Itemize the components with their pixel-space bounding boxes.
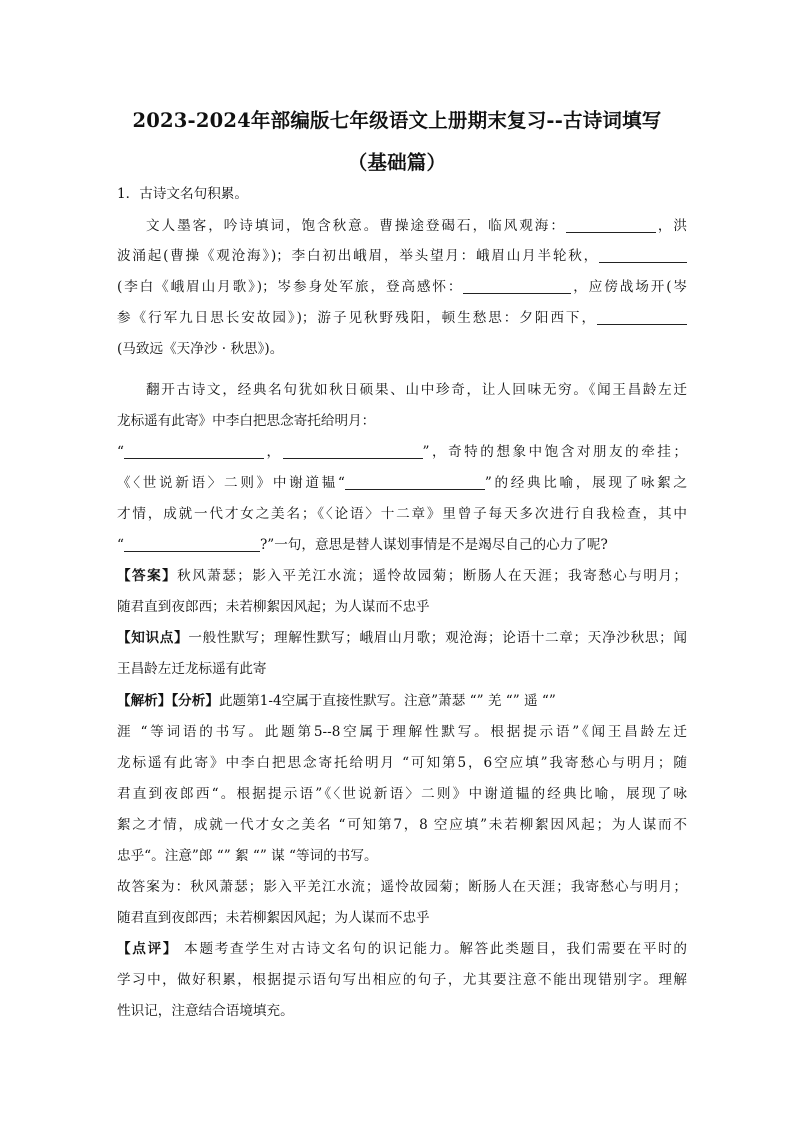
fill-blank-4 [597, 307, 687, 325]
question-line: “ ， ”，奇特的想象中饱含对朋友的牵挂； [117, 437, 687, 467]
question-line: 龙标遥有此寄》中李白把思念寄托给明月： [117, 413, 376, 429]
question-line: 才情，成就一代才女之美名；《〈论语〉十二章》里曾子每天多次进行自我检查，其中 [117, 506, 687, 522]
final-answer-line: 故答案为：秋风萧瑟；影入平羌江水流；遥怜故园菊；断肠人在天涯；我寄愁心与明月； [117, 879, 687, 895]
analysis-line: 忠乎“。注意”郎 “” 絮 “” 谋 “等词的书写。 [117, 848, 378, 864]
fill-blank-1 [566, 215, 656, 233]
answer-line: 随君直到夜郎西；未若柳絮因风起；为人谋而不忠乎 [117, 599, 430, 615]
question-line: (马致远《天净沙 · 秋思》)。 [117, 341, 284, 357]
analysis-line: 龙标遥有此寄》中李白把思念寄托给明月 “可知第5，6空应填”我寄愁心与明月；随 [117, 755, 687, 771]
question-line: 文人墨客，吟诗填词，饱含秋意。曹操途登碣石，临风观海： ，洪 [146, 211, 687, 241]
analysis-line: 絮之才情，成就一代才女之美名 “可知第7，8 空应填”未若柳絮因风起；为人谋而不 [117, 817, 687, 833]
question-line: 波涌起(曹操《观沧海》)；李白初出峨眉，举头望月：峨眉山月半轮秋， [117, 241, 687, 271]
comment-line: 【点评】 本题考查学生对古诗文名句的识记能力。解答此类题目，我们需要在平时的 [117, 941, 687, 957]
question-line: (李白《峨眉山月歌》)；岑参身处军旅，登高感怀： ，应傍战场开(岑 [117, 272, 687, 302]
page-subtitle: （基础篇） [347, 151, 447, 174]
answer-line: 【答案】秋风萧瑟；影入平羌江水流；遥怜故园菊；断肠人在天涯；我寄愁心与明月； [117, 568, 688, 584]
answer-label: 【答案】 [117, 568, 178, 584]
analysis-line: 【解析】【分析】此题第1-4空属于直接性默写。注意”萧瑟 “” 羌 “” 遥 “” [117, 693, 556, 709]
comment-label: 【点评】 [117, 941, 179, 957]
question-line: 参《行军九日思长安故园》)；游子见秋野残阳，顿生愁思：夕阳西下， [117, 303, 687, 333]
final-answer-line: 随君直到夜郎西；未若柳絮因风起；为人谋而不忠乎 [117, 910, 430, 926]
analysis-line: 涯 “等词语的书写。此题第5--8空属于理解性默写。根据提示语”《闻王昌龄左迁 [117, 724, 687, 740]
question-number: 1．古诗文名句积累。 [117, 186, 248, 202]
question-line: “ ?”一句，意思是替人谋划事情是不是竭尽自己的心力了呢? [117, 530, 687, 560]
fill-blank-3 [463, 276, 571, 294]
fill-blank-8 [124, 534, 260, 552]
question-line: 《〈世说新语〉二则》中谢道韫“ ”的经典比喻，展现了咏絮之 [117, 468, 687, 498]
knowledge-line: 王昌龄左迁龙标遥有此寄 [117, 661, 267, 677]
fill-blank-2 [599, 245, 687, 263]
comment-line: 学习中，做好积累，根据提示语句写出相应的句子，尤其要注意不能出现错别字。理解 [117, 972, 687, 988]
analysis-line: 君直到夜郎西“。根据提示语”《〈世说新语〉二则》中谢道韫的经典比喻，展现了咏 [117, 786, 687, 802]
page-title: 2023-2024年部编版七年级语文上册期末复习--古诗词填写 [132, 109, 662, 132]
knowledge-label: 【知识点】 [117, 630, 189, 646]
fill-blank-6 [283, 441, 423, 459]
fill-blank-5 [124, 441, 264, 459]
question-line: 翻开古诗文，经典名句犹如秋日硕果、山中珍奇，让人回味无穷。《闻王昌龄左迁 [146, 382, 687, 398]
knowledge-line: 【知识点】一般性默写；理解性默写；峨眉山月歌；观沧海；论语十二章；天净沙秋思；闻 [117, 630, 688, 646]
analysis-label: 【解析】【分析】 [117, 693, 219, 709]
fill-blank-7 [345, 472, 485, 490]
comment-line: 性识记，注意结合语境填充。 [117, 1003, 294, 1019]
